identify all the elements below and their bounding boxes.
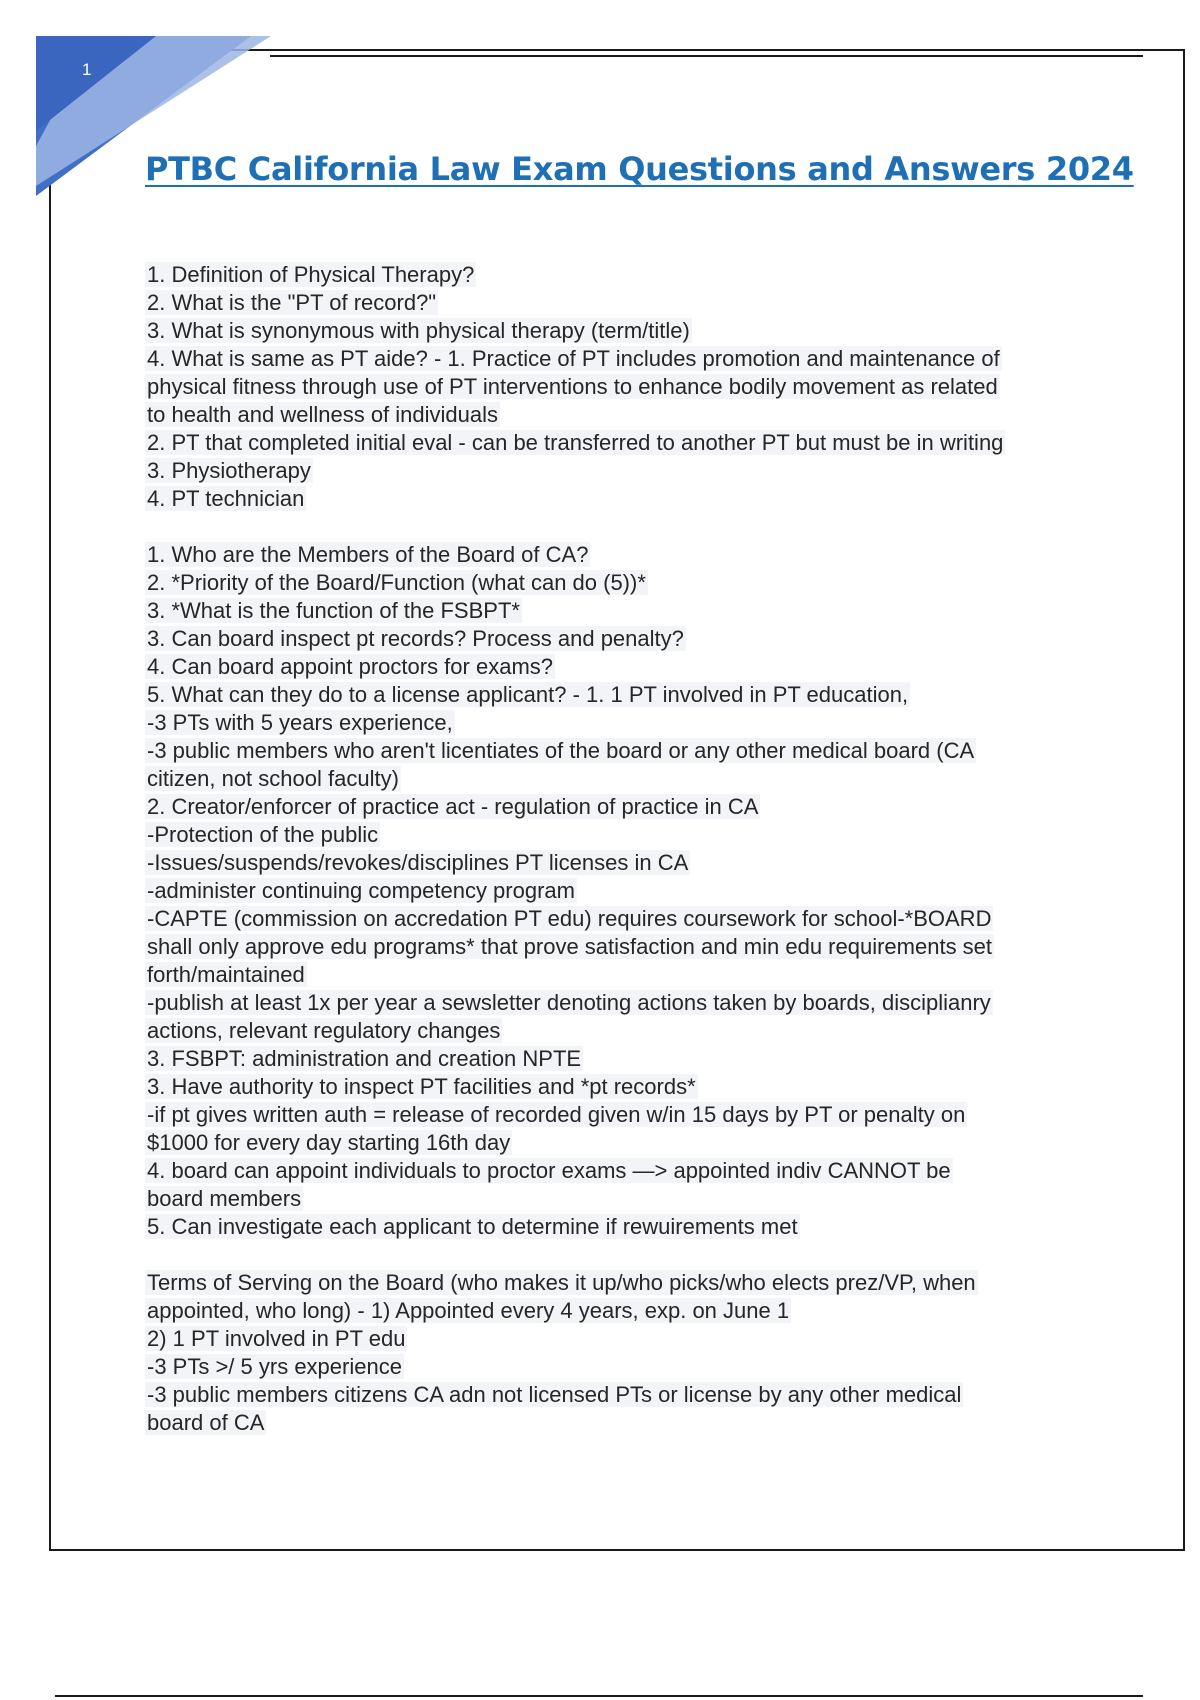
text-line-content: -CAPTE (commission on accredation PT edu) requires coursework for school-*BOARD [147, 906, 992, 931]
text-line-content: citizen, not school faculty) [147, 766, 399, 791]
text-line-content: -administer continuing competency program [147, 878, 575, 903]
text-line [145, 961, 1095, 989]
text-line-content: -3 public members who aren't licentiates of the board or any other medical board (CA [147, 738, 975, 763]
text-line-content: 3. Have authority to inspect PT facilities and *pt records* [147, 1074, 696, 1099]
text-line [145, 1045, 1095, 1073]
text-line-content: 3. Physiotherapy [147, 458, 311, 483]
text-line [145, 1157, 1095, 1185]
text-line [145, 877, 1095, 905]
text-line-content: board of CA [147, 1410, 265, 1435]
page-number: 1 [82, 60, 92, 79]
text-line [145, 1297, 1095, 1325]
text-line [145, 709, 1095, 737]
text-line [145, 905, 1095, 933]
text-line [145, 1269, 1095, 1297]
text-line [145, 625, 1095, 653]
text-line [145, 373, 1095, 401]
qa-section-2 [145, 541, 1095, 1241]
text-line-content: 3. FSBPT: administration and creation NPTE [147, 1046, 582, 1071]
text-line [145, 1185, 1095, 1213]
footer-rule [55, 1695, 1143, 1697]
text-line [145, 933, 1095, 961]
text-line-content: actions, relevant regulatory changes [147, 1018, 501, 1043]
text-line-content: 2. Creator/enforcer of practice act - regulation of practice in CA [147, 794, 759, 819]
text-line [145, 1129, 1095, 1157]
text-line-content: 3. *What is the function of the FSBPT* [147, 598, 520, 623]
text-line [145, 289, 1095, 317]
text-line [145, 317, 1095, 345]
text-line [145, 401, 1095, 429]
text-line-content: to health and wellness of individuals [147, 402, 499, 427]
text-line-content: physical fitness through use of PT interventions to enhance bodily movement as related [147, 374, 998, 399]
text-line [145, 1325, 1095, 1353]
text-line [145, 765, 1095, 793]
text-line [145, 1353, 1095, 1381]
text-line-content: -3 PTs with 5 years experience, [147, 710, 453, 735]
text-line-content: -if pt gives written auth = release of recorded given w/in 15 days by PT or penalty on [147, 1102, 966, 1127]
text-line-content: 1. Definition of Physical Therapy? [147, 262, 475, 287]
text-line-content: appointed, who long) - 1) Appointed every 4 years, exp. on June 1 [147, 1298, 790, 1323]
text-line-content: 4. PT technician [147, 486, 305, 511]
text-line [145, 429, 1095, 457]
text-line [145, 1381, 1095, 1409]
text-line-content: Terms of Serving on the Board (who makes it up/who picks/who elects prez/VP, when [147, 1270, 976, 1295]
text-line-content: board members [147, 1186, 302, 1211]
text-line-content: -Protection of the public [147, 822, 379, 847]
text-line-content: 2. *Priority of the Board/Function (what can do (5))* [147, 570, 646, 595]
text-line [145, 485, 1095, 513]
document-title: PTBC California Law Exam Questions and Answers 2024 [145, 150, 1134, 188]
text-line [145, 653, 1095, 681]
text-line [145, 737, 1095, 765]
header-rule [270, 55, 1143, 57]
text-line-content: 4. Can board appoint proctors for exams? [147, 654, 554, 679]
text-line-content: shall only approve edu programs* that prove satisfaction and min edu requirements set [147, 934, 993, 959]
text-line [145, 989, 1095, 1017]
text-line [145, 681, 1095, 709]
text-line-content: $1000 for every day starting 16th day [147, 1130, 511, 1155]
text-line [145, 1213, 1095, 1241]
text-line [145, 541, 1095, 569]
text-line [145, 1101, 1095, 1129]
text-line-content: -3 PTs >/ 5 yrs experience [147, 1354, 402, 1379]
text-line [145, 457, 1095, 485]
text-line [145, 1073, 1095, 1101]
text-line-content: 3. Can board inspect pt records? Process and penalty? [147, 626, 684, 651]
text-line-content: -3 public members citizens CA adn not licensed PTs or license by any other medical [147, 1382, 962, 1407]
text-line-content: forth/maintained [147, 962, 305, 987]
text-line-content: 5. Can investigate each applicant to determine if rewuirements met [147, 1214, 798, 1239]
text-line [145, 597, 1095, 625]
text-line [145, 345, 1095, 373]
text-line-content: 5. What can they do to a license applicant? - 1. 1 PT involved in PT education, [147, 682, 909, 707]
text-line [145, 1409, 1095, 1437]
text-line-content: -publish at least 1x per year a sewsletter denoting actions taken by boards, disciplianry [147, 990, 991, 1015]
text-line [145, 821, 1095, 849]
text-line [145, 569, 1095, 597]
text-line [145, 849, 1095, 877]
text-line-content: -Issues/suspends/revokes/disciplines PT licenses in CA [147, 850, 689, 875]
text-line-content: 3. What is synonymous with physical therapy (term/title) [147, 318, 690, 343]
text-line-content: 2. What is the "PT of record?" [147, 290, 437, 315]
text-line [145, 793, 1095, 821]
text-line-content: 4. What is same as PT aide? - 1. Practice of PT includes promotion and maintenance of [147, 346, 1000, 371]
text-line [145, 261, 1095, 289]
document-body [145, 261, 1095, 1465]
qa-section-1 [145, 261, 1095, 513]
text-line-content: 1. Who are the Members of the Board of CA? [147, 542, 589, 567]
text-line [145, 1017, 1095, 1045]
text-line-content: 4. board can appoint individuals to proctor exams —> appointed indiv CANNOT be [147, 1158, 951, 1183]
qa-section-3 [145, 1269, 1095, 1437]
text-line-content: 2) 1 PT involved in PT edu [147, 1326, 406, 1351]
text-line-content: 2. PT that completed initial eval - can be transferred to another PT but must be in writing [147, 430, 1004, 455]
